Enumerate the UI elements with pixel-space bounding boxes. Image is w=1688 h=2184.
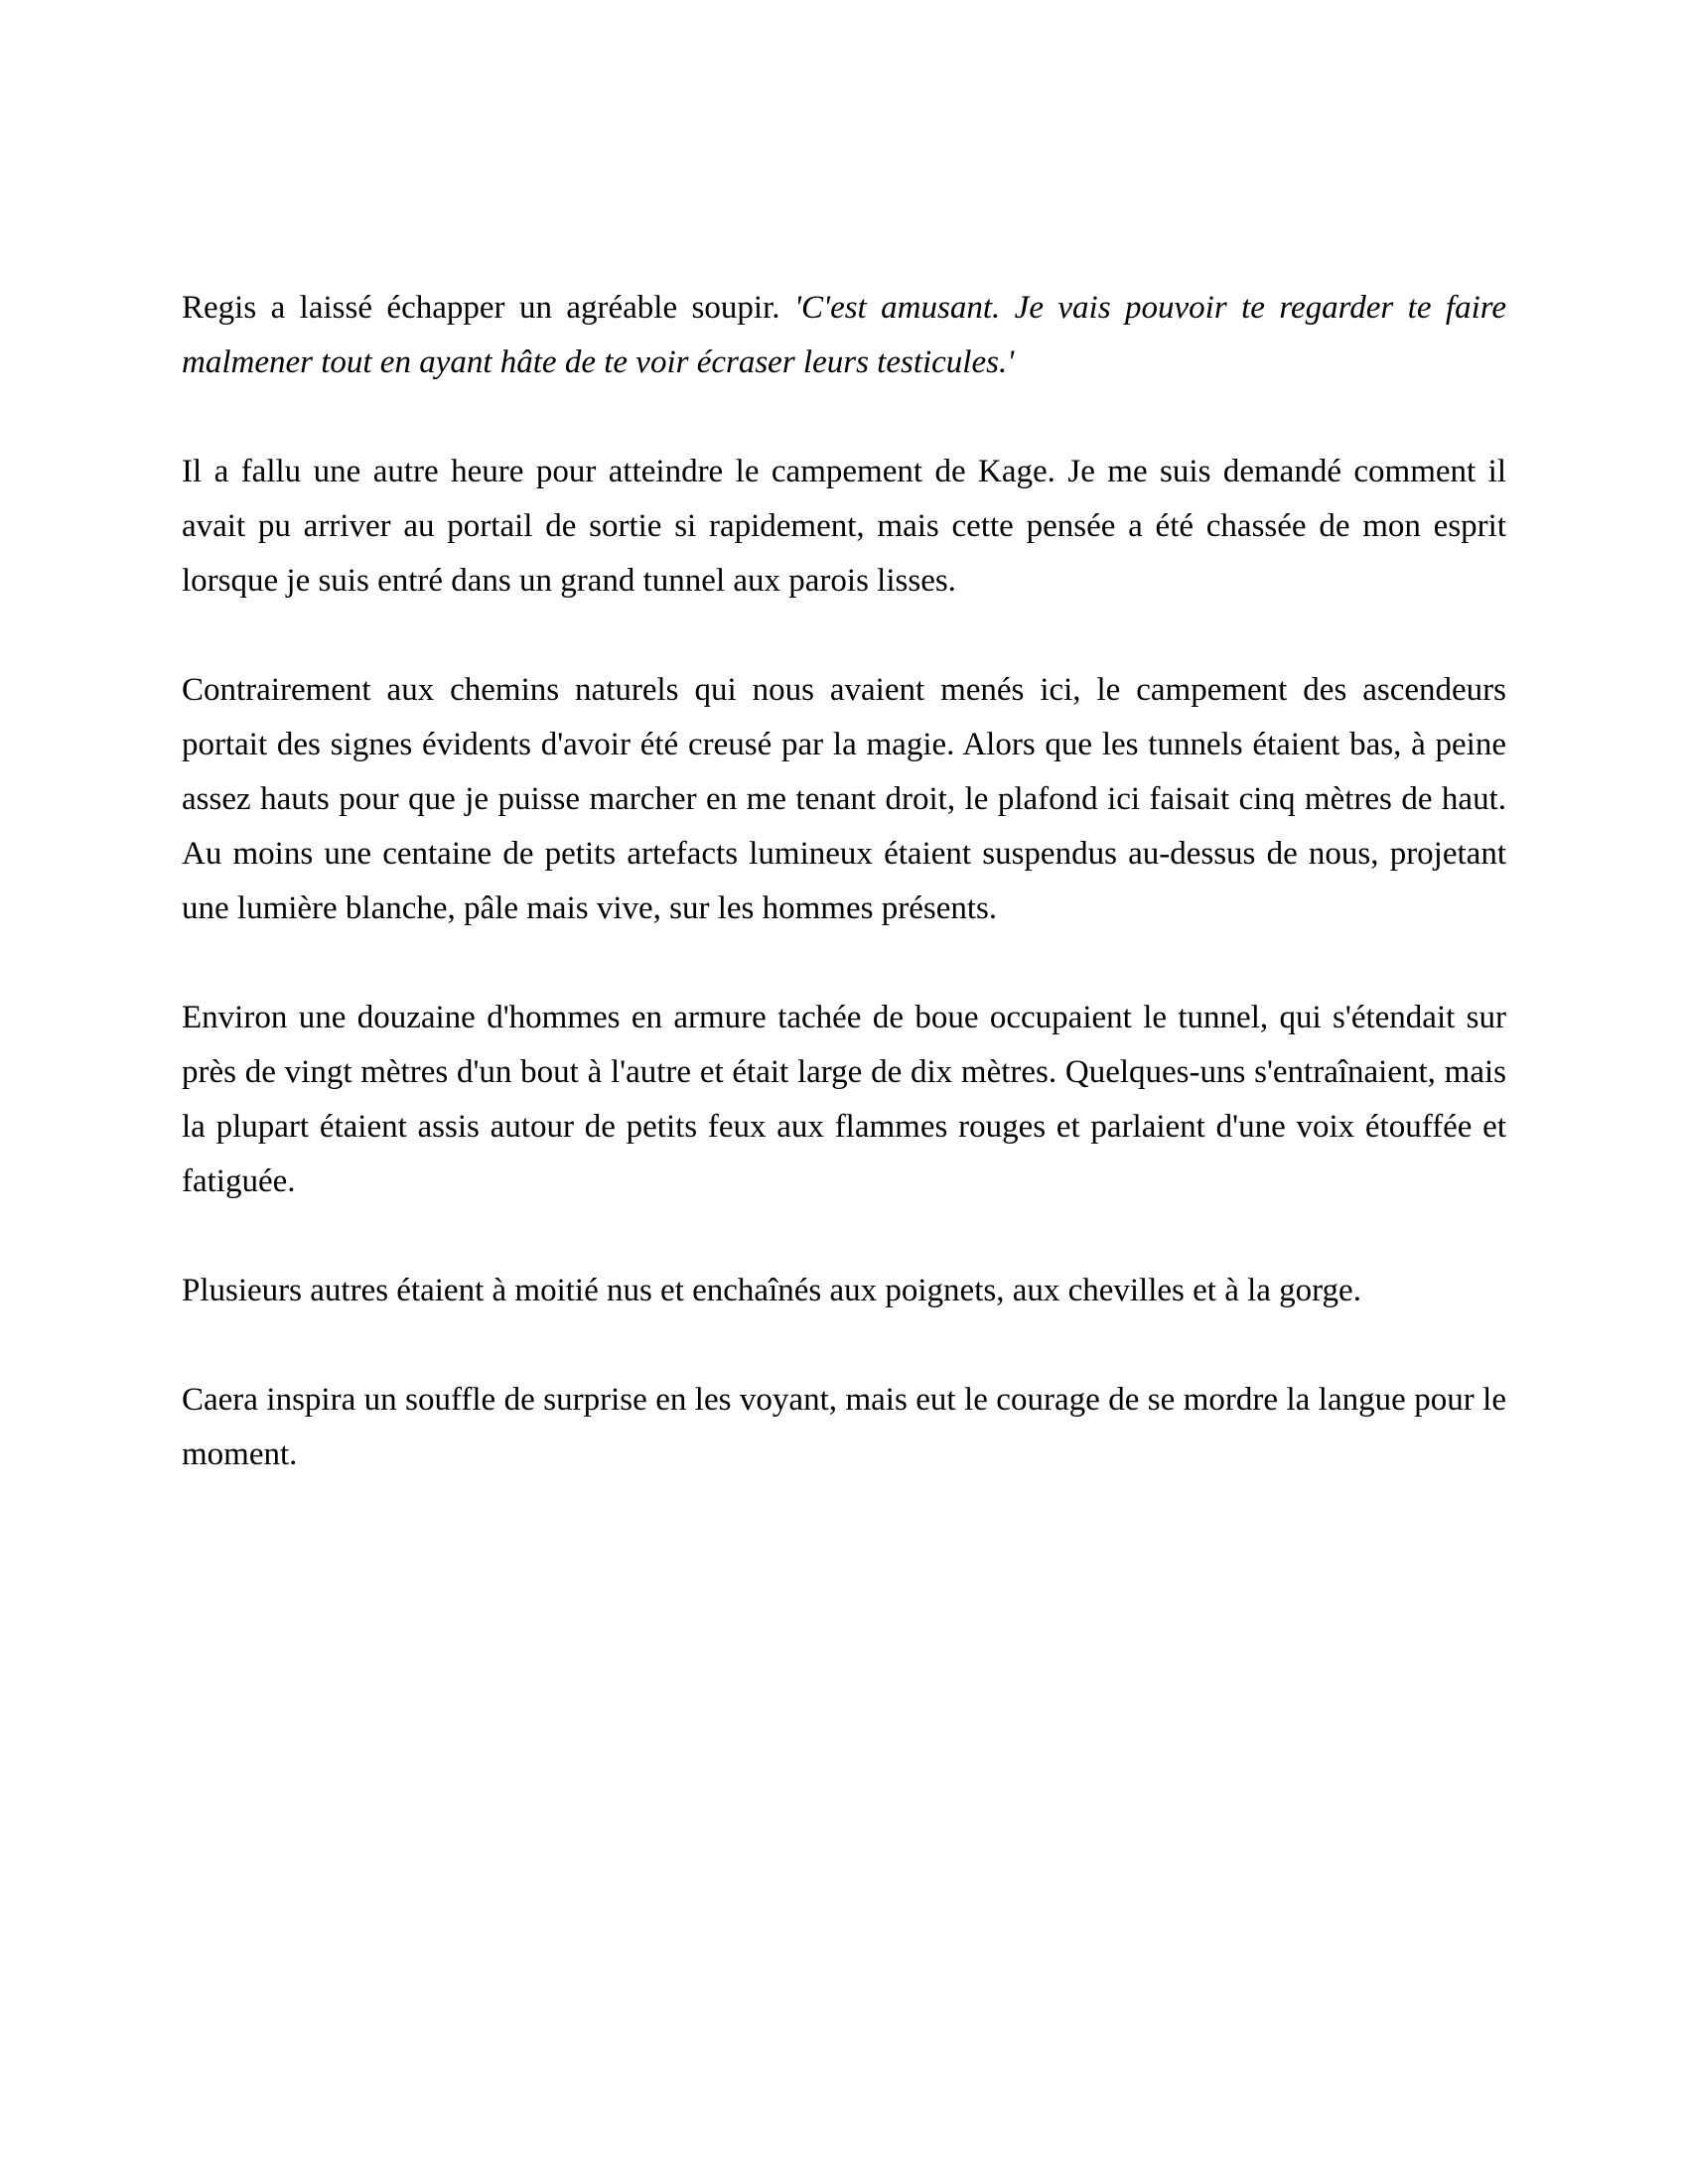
narration-text: Regis a laissé échapper un agréable soupir.	[182, 290, 794, 326]
narration-text: Environ une douzaine d'hommes en armure tachée de boue occupaient le tunnel, qui s'étendait sur près de vingt mètres d'un bout à l'autre et était large de dix mètres. Quelques-uns s'entraînaient, mais la plupart étaient assis autour de petits feux aux flammes rouges et parlaient d'une voix étouffée et fatiguée.	[182, 1000, 1506, 1199]
paragraph-camp-description	[182, 663, 1506, 936]
paragraph-armored-men	[182, 991, 1506, 1209]
paragraph-kage-camp	[182, 445, 1506, 609]
document-page	[182, 281, 1506, 1537]
narration-text: Contrairement aux chemins naturels qui nous avaient menés ici, le campement des ascendeurs portait des signes évidents d'avoir été creusé par la magie. Alors que les tunnels étaient bas, à peine assez hauts pour que je puisse marcher en me tenant droit, le plafond ici faisait cinq mètres de haut. Au moins une centaine de petits artefacts lumineux étaient suspendus au-dessus de nous, projetant une lumière blanche, pâle mais vive, sur les hommes présents.	[182, 672, 1506, 926]
paragraph-regis-sigh	[182, 281, 1506, 390]
paragraph-chained-prisoners	[182, 1264, 1506, 1318]
narration-text: Caera inspira un souffle de surprise en les voyant, mais eut le courage de se mordre la langue pour le moment.	[182, 1382, 1506, 1472]
narration-text: Plusieurs autres étaient à moitié nus et enchaînés aux poignets, aux chevilles et à la gorge.	[182, 1273, 1361, 1308]
narration-text: Il a fallu une autre heure pour atteindre le campement de Kage. Je me suis demandé comment il avait pu arriver au portail de sortie si rapidement, mais cette pensée a été chassée de mon esprit lorsque je suis entré dans un grand tunnel aux parois lisses.	[182, 454, 1506, 599]
paragraph-caera-reaction	[182, 1373, 1506, 1482]
thought-quote-italic: 'C'est amusant. Je vais pouvoir te regarder te faire malmener tout en ayant hâte de te voir écraser leurs testicules.'	[182, 290, 1507, 380]
